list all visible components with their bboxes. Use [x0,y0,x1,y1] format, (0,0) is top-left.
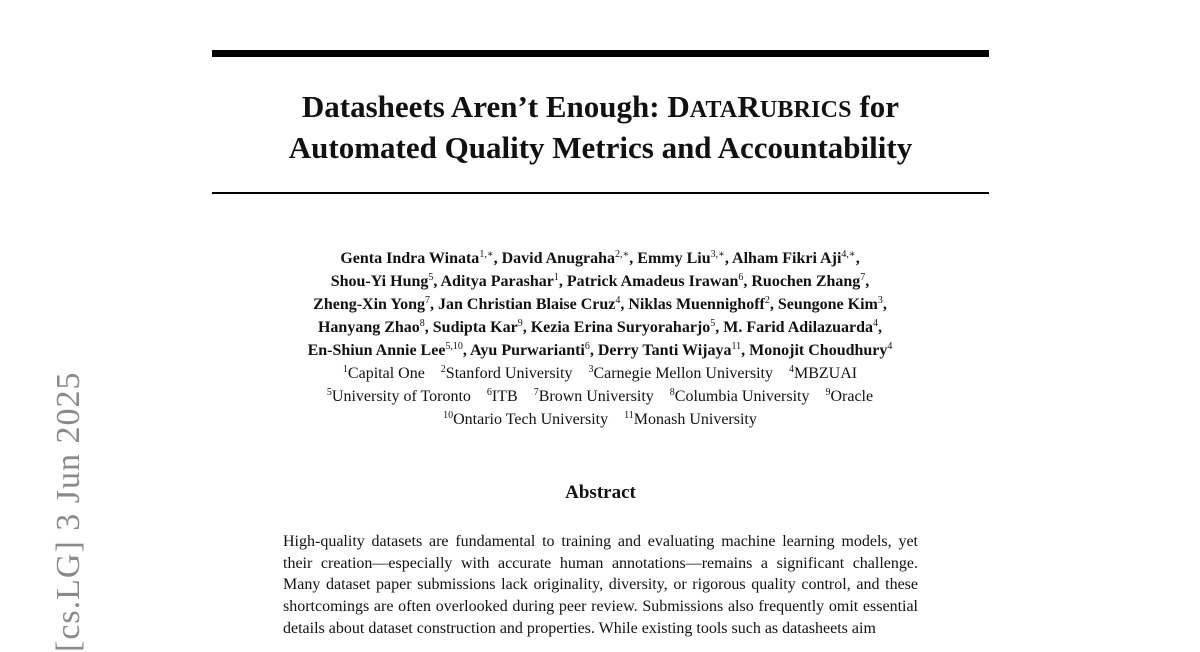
affiliation-name: University of Toronto [331,388,471,405]
affiliation-marker: 11 [624,410,634,421]
author-name-text: Monojit Choudhury [749,342,888,359]
author-name-text: Emmy Liu [637,250,711,267]
datarubrics-name [667,89,851,124]
author-name [438,296,628,313]
affiliation-item [327,388,471,405]
paper-title [212,88,989,167]
author-affiliation-marker: 6 [738,272,744,283]
author-name-text: Hanyang Zhao [317,319,420,336]
author-name-text: Niklas Muennighoff [628,296,765,313]
affiliation-item [343,365,425,382]
author-affiliation-marker: 5 [710,318,716,329]
arxiv-sidebar-stamp: [cs.LG] 3 Jun 2025 [50,371,87,652]
affiliation-list [150,362,1050,431]
author-name-text: Aditya Parashar [440,273,554,290]
affiliation-name: Ontario Tech University [453,411,609,428]
author-line [150,247,1050,270]
author-name [313,296,438,313]
author-name [637,250,732,267]
affiliation-marker: 1 [342,364,348,375]
title-top-rule [212,50,989,57]
author-name-text: Ruochen Zhang [751,273,861,290]
author-name-text: Patrick Amadeus Irawan [566,273,739,290]
title-line-1 [302,89,899,124]
author-affiliation-marker: 4 [873,318,879,329]
author-name-text: Sudipta Kar [432,319,518,336]
affiliation-item [487,388,518,405]
author-name [749,342,892,359]
affiliation-name: Monash University [633,411,757,428]
author-line [150,293,1050,316]
author-name [340,250,501,267]
author-affiliation-marker: 7 [425,295,431,306]
author-name-text: Seungone Kim [777,296,878,313]
affiliation-name: Oracle [830,388,874,405]
author-affiliation-marker: 4 [887,341,893,352]
affiliation-marker: 4 [788,364,794,375]
sc-cap: D [667,89,690,124]
affiliation-item [789,365,857,382]
author-affiliation-marker: 2,∗ [614,249,630,260]
affiliation-name: ITB [491,388,518,405]
author-affiliation-marker: 9 [517,318,523,329]
affiliation-item [443,411,608,428]
author-name [331,273,441,290]
title-prefix: Datasheets Aren’t Enough: [301,89,668,124]
author-name [628,296,777,313]
sc-cap: R [737,89,760,124]
sc-small: ATA [689,97,738,123]
affiliation-marker: 2 [440,364,446,375]
abstract-heading: Abstract [565,482,636,503]
affiliation-item [825,388,873,405]
author-affiliation-marker: 3 [877,295,883,306]
affiliation-name: Columbia University [674,388,810,405]
author-list [150,247,1050,362]
author-name [440,273,566,290]
title-suffix: for [851,89,900,124]
author-name [308,342,470,359]
author-affiliation-marker: 4,∗ [841,249,856,260]
affiliation-marker: 9 [825,387,831,398]
sc-small: UBRICS [759,97,852,123]
affiliation-name: Capital One [347,365,425,382]
author-affiliation-marker: 5,10 [445,341,463,352]
author-name [318,319,433,336]
affiliation-name: Carnegie Mellon University [593,365,773,382]
author-affiliation-marker: 5 [428,272,434,283]
author-name-text: Derry Tanti Wijaya [597,342,732,359]
author-affiliation-marker: 1 [553,272,559,283]
affiliation-marker: 7 [533,387,539,398]
author-line [150,339,1050,362]
author-name [470,342,598,359]
author-name [531,319,724,336]
author-name [598,342,749,359]
affiliation-item [670,388,810,405]
affiliation-marker: 6 [486,387,492,398]
affiliation-name: Brown University [538,388,654,405]
affiliation-marker: 5 [326,387,332,398]
title-line-2: Automated Quality Metrics and Accountability [288,130,913,165]
affiliation-marker: 10 [443,410,454,421]
author-affiliation-marker: 8 [419,318,425,329]
author-name [778,296,887,313]
affiliation-line [150,385,1050,408]
author-name [567,273,752,290]
author-name-text: En-Shiun Annie Lee [307,342,446,359]
author-name-text: Shou-Yi Hung [330,273,429,290]
author-affiliation-marker: 7 [860,272,866,283]
author-name-text: Kezia Erina Suryoraharjo [530,319,711,336]
author-name-text: Ayu Purwarianti [470,342,585,359]
author-name-text: Jan Christian Blaise Cruz [438,296,616,313]
author-affiliation-marker: 1,∗ [479,249,494,260]
author-name [502,250,638,267]
author-block [150,247,1050,431]
author-affiliation-marker: 11 [731,341,742,352]
author-affiliation-marker: 6 [584,341,590,352]
title-bottom-rule [212,192,989,194]
author-name-text: Alham Fikri Aji [732,250,842,267]
author-name-text: David Anugraha [501,250,615,267]
affiliation-name: MBZUAI [793,365,858,382]
author-name [732,250,860,267]
author-name-text: Zheng-Xin Yong [313,296,426,313]
author-name [433,319,531,336]
affiliation-line [150,362,1050,385]
affiliation-marker: 3 [588,364,594,375]
author-affiliation-marker: 4 [615,295,621,306]
affiliation-item [441,365,573,382]
author-affiliation-marker: 2 [764,295,770,306]
affiliation-marker: 8 [669,387,675,398]
author-name [723,319,882,336]
author-line [150,270,1050,293]
affiliation-item [588,365,773,382]
affiliation-line [150,408,1050,431]
author-affiliation-marker: 3,∗ [710,249,725,260]
affiliation-name: Stanford University [445,365,573,382]
author-name [751,273,869,290]
abstract-text: High-quality datasets are fundamental to training and evaluating machine learning models, yet their creation—especially with accurate human annotations—remains a significant challenge. Many dataset paper submissions lack originality, diversity, or rigorous quality control, and these shortcomings are often overlooked during peer review. Submissions also frequently omit essential details about dataset construction and properties. While existing tools such as datasheets aim [283,533,918,637]
affiliation-item [534,388,654,405]
author-name-text: M. Farid Adilazuarda [723,319,874,336]
author-name-text: Genta Indra Winata [340,250,480,267]
affiliation-item [624,411,757,428]
author-line [150,316,1050,339]
